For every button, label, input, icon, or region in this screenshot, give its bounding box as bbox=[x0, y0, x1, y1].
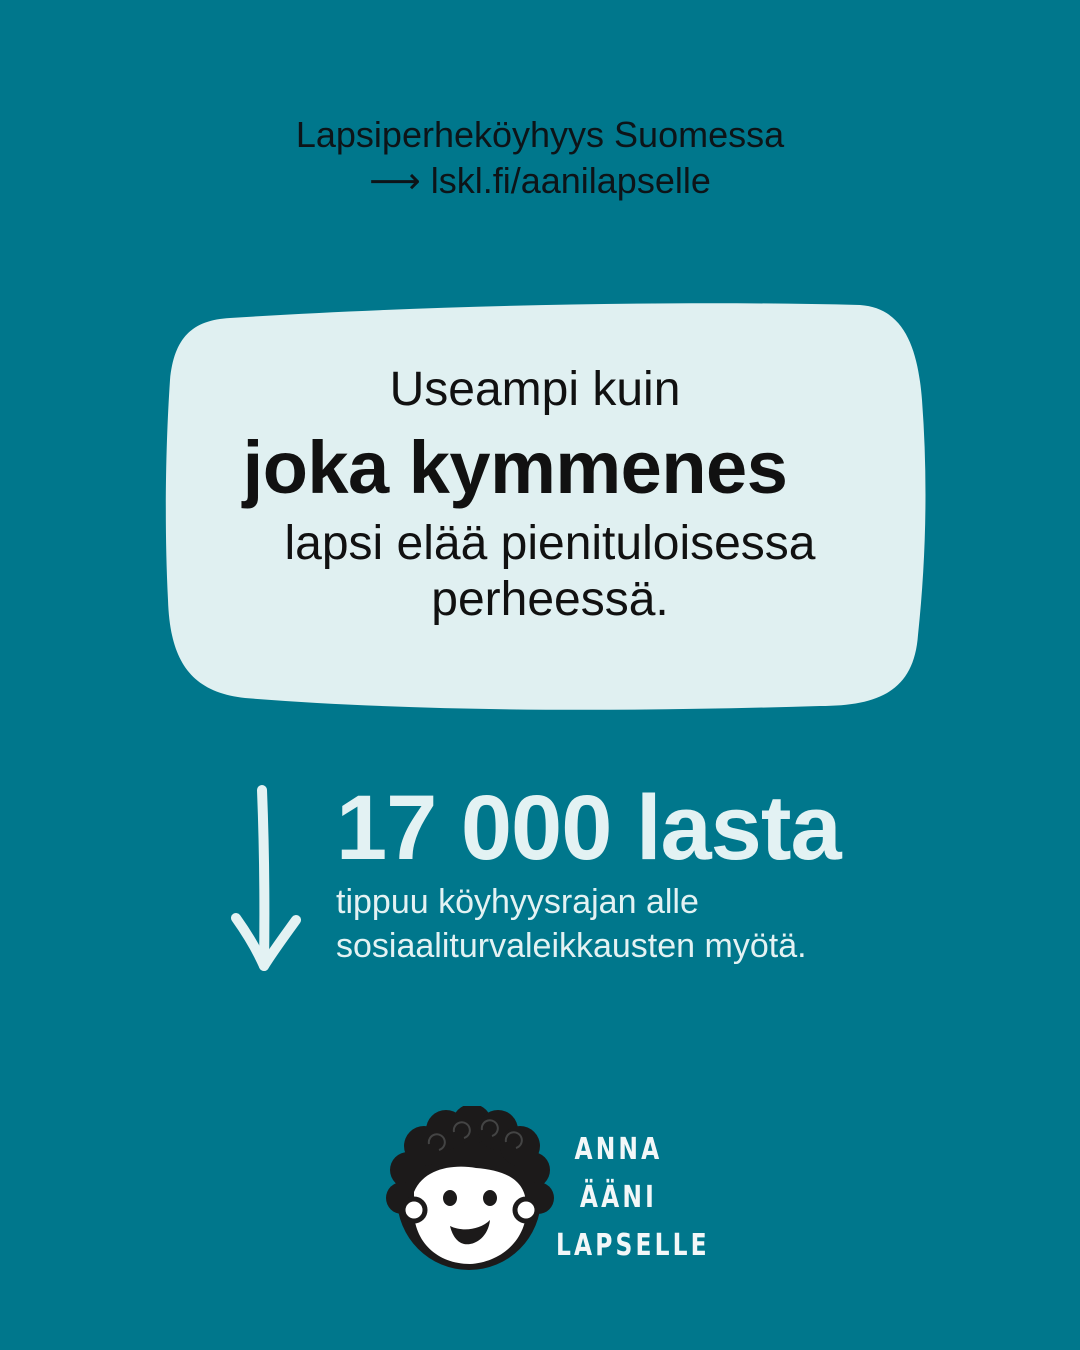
child-face-icon bbox=[384, 1106, 554, 1276]
bubble-intro: Useampi kuin bbox=[389, 363, 681, 416]
arrow-down-icon bbox=[224, 780, 308, 980]
stat-description-line1: tippuu köyhyysrajan alle bbox=[336, 883, 699, 921]
bubble-text bbox=[170, 360, 920, 628]
stat-description bbox=[336, 880, 807, 968]
bubble-rest-line1: lapsi elää pienituloisessa bbox=[284, 517, 816, 570]
logo-line2: ÄÄNI bbox=[579, 1180, 657, 1215]
bubble-emphasis: joka kymmenes bbox=[242, 426, 788, 509]
logo-line3: LAPSELLE bbox=[556, 1228, 710, 1263]
stat-number: 17 000 lasta bbox=[336, 777, 841, 879]
header-title: Lapsiperheköyhyys Suomessa bbox=[295, 114, 785, 155]
header-link[interactable]: ⟶ lskl.fi/aanilapselle bbox=[369, 160, 711, 201]
stat-description-line2: sosiaaliturvaleikkausten myötä. bbox=[336, 927, 807, 965]
logo-line1: ANNA bbox=[574, 1132, 663, 1167]
logo-text bbox=[556, 1126, 710, 1270]
bubble-rest-line2: perheessä. bbox=[431, 573, 669, 626]
